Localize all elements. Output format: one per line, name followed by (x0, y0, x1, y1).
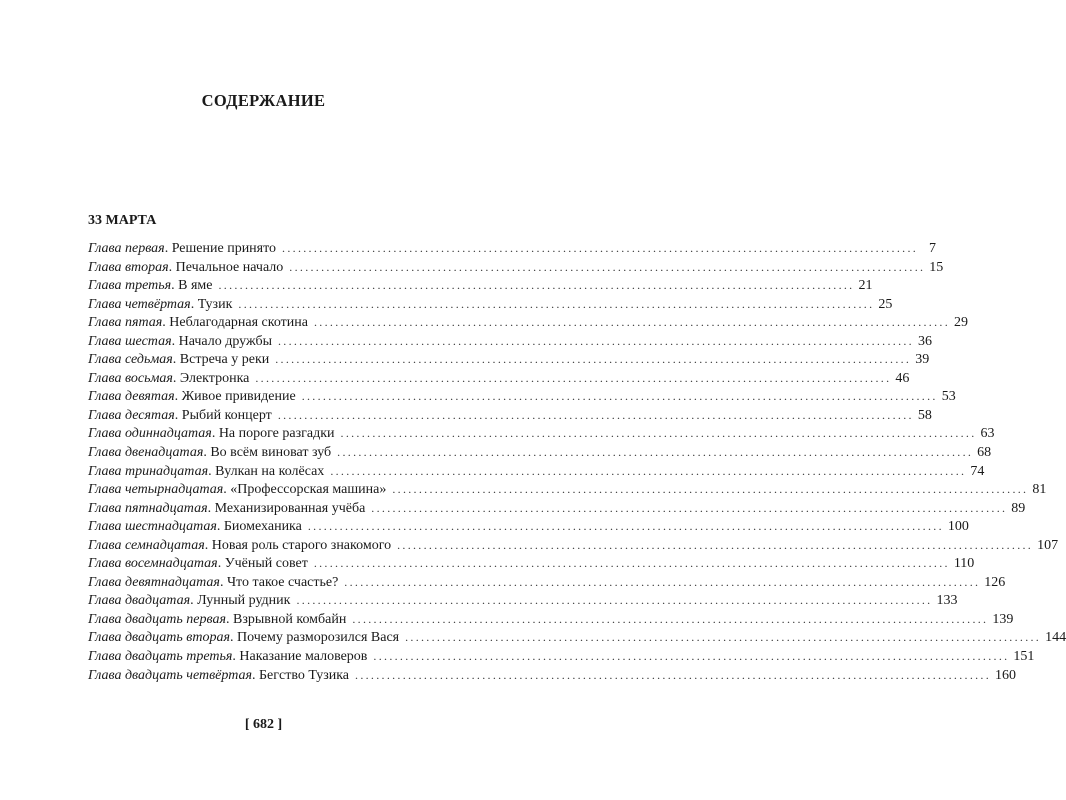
separator: . (162, 315, 170, 331)
chapter-title: Во всём виноват зуб (210, 445, 332, 461)
separator: . (207, 500, 215, 516)
toc-entry (88, 443, 992, 462)
chapter-page-number: 139 (992, 611, 1014, 627)
separator: . (229, 630, 237, 646)
chapter-title: Тузик (197, 296, 233, 312)
toc-entry (88, 295, 893, 314)
chapter-title: В яме (178, 278, 213, 294)
chapter-page-number: 68 (977, 445, 992, 461)
dot-leader: ........................................................................................................................ (275, 352, 912, 367)
chapter-label: Глава третья (88, 278, 172, 294)
toc-entry (88, 536, 1059, 555)
chapter-title: На пороге разгадки (218, 426, 335, 442)
chapter-label: Глава семнадцатая (88, 537, 205, 553)
chapter-title: Рыбий концерт (181, 407, 272, 423)
dot-leader: ........................................................................................................................ (238, 296, 875, 311)
chapter-label: Глава десятая (88, 407, 175, 423)
chapter-label: Глава двадцатая (88, 593, 191, 609)
separator: . (223, 482, 231, 498)
separator: . (174, 407, 182, 423)
chapter-title: Электронка (179, 370, 250, 386)
chapter-page-number: 151 (1013, 649, 1035, 665)
dot-leader: ........................................................................................................................ (313, 556, 950, 571)
chapter-label: Глава девятнадцатая (88, 574, 220, 590)
chapter-page-number: 81 (1032, 482, 1047, 498)
dot-leader: ........................................................................................................................ (337, 445, 974, 460)
chapter-title: «Профессорская машина» (230, 482, 387, 498)
toc-entry (88, 554, 975, 573)
separator: . (208, 463, 216, 479)
chapter-page-number: 133 (936, 593, 958, 609)
dot-leader: ........................................................................................................................ (355, 667, 992, 682)
chapter-title: Механизированная учёба (214, 500, 366, 516)
section-heading: 33 МАРТА (88, 213, 157, 228)
chapter-label: Глава девятая (88, 389, 175, 405)
chapter-page-number: 7 (929, 241, 937, 256)
separator: . (168, 259, 176, 275)
chapter-label: Глава четвёртая (88, 296, 191, 312)
separator: . (172, 370, 180, 386)
dot-leader: ........................................................................................................................ (277, 333, 914, 348)
chapter-page-number: 144 (1045, 630, 1066, 646)
chapter-title: Учёный совет (224, 556, 308, 572)
separator: . (204, 537, 212, 553)
chapter-page-number: 107 (1037, 537, 1059, 553)
chapter-page-number: 74 (970, 463, 985, 479)
toc-entry (88, 239, 937, 258)
toc-entry (88, 647, 1035, 666)
chapter-page-number: 100 (947, 519, 969, 535)
toc-entry (88, 499, 1026, 518)
chapter-title: Наказание маловеров (239, 649, 368, 665)
dot-leader: ........................................................................................................................ (340, 426, 977, 441)
chapter-label: Глава вторая (88, 259, 169, 275)
toc-entry (88, 369, 910, 388)
toc-entry (88, 276, 873, 295)
toc-entry (88, 610, 1014, 629)
separator: . (232, 649, 240, 665)
chapter-label: Глава первая (88, 241, 165, 256)
dot-leader: ........................................................................................................................ (296, 593, 933, 608)
chapter-label: Глава двадцать первая (88, 611, 226, 627)
chapter-title: Начало дружбы (178, 333, 272, 349)
chapter-label: Глава четырнадцатая (88, 482, 224, 498)
chapter-page-number: 25 (878, 296, 893, 312)
chapter-page-number: 46 (895, 370, 910, 386)
dot-leader: ........................................................................................................................ (371, 500, 1008, 515)
chapter-label: Глава шестая (88, 333, 172, 349)
chapter-label: Глава двадцать вторая (88, 630, 230, 646)
dot-leader: ........................................................................................................................ (352, 611, 989, 626)
table-of-contents (88, 239, 1066, 684)
separator: . (217, 556, 225, 572)
toc-entry (88, 406, 932, 425)
dot-leader: ........................................................................................................................ (289, 259, 926, 274)
chapter-title: Печальное начало (175, 259, 284, 275)
dot-leader: ........................................................................................................................ (344, 574, 981, 589)
separator: . (190, 296, 198, 312)
chapter-label: Глава двенадцатая (88, 445, 204, 461)
chapter-title: Встреча у реки (179, 352, 270, 368)
dot-leader: ........................................................................................................................ (218, 278, 855, 293)
toc-entry (88, 424, 995, 443)
separator: . (219, 574, 227, 590)
dot-leader: ........................................................................................................................ (405, 630, 1042, 645)
toc-entry (88, 573, 1006, 592)
chapter-label: Глава одиннадцатая (88, 426, 212, 442)
chapter-page-number: 160 (995, 667, 1017, 683)
separator: . (252, 667, 259, 683)
separator: . (211, 426, 219, 442)
chapter-page-number: 89 (1011, 500, 1026, 516)
separator: . (203, 445, 211, 461)
chapter-title: Решение принято (171, 241, 277, 256)
chapter-page-number: 36 (917, 333, 932, 349)
toc-entry (88, 591, 958, 610)
dot-leader: ........................................................................................................................ (397, 537, 1034, 552)
chapter-title: Что такое счастье? (226, 574, 339, 590)
separator: . (174, 389, 182, 405)
dot-leader: ........................................................................................................................ (314, 315, 950, 330)
dot-leader: ........................................................................................................................ (282, 241, 919, 255)
toc-entry (88, 332, 932, 351)
toc-entry (88, 666, 1017, 685)
chapter-title: Биомеханика (223, 519, 302, 535)
chapter-title: Новая роль старого знакомого (211, 537, 392, 553)
toc-entry (88, 387, 956, 406)
separator: . (171, 333, 179, 349)
chapter-title: Живое привидение (181, 389, 296, 405)
chapter-label: Глава пятнадцатая (88, 500, 208, 516)
chapter-label: Глава шестнадцатая (88, 519, 217, 535)
chapter-title: Взрывной комбайн (232, 611, 347, 627)
chapter-page-number: 39 (915, 352, 930, 368)
separator: . (171, 278, 179, 294)
chapter-page-number: 15 (929, 259, 944, 275)
chapter-title: Вулкан на колёсах (215, 463, 325, 479)
dot-leader: ........................................................................................................................ (373, 649, 1010, 664)
chapter-title: Бегство Тузика (259, 667, 350, 683)
chapter-page-number: 63 (980, 426, 995, 442)
chapter-label: Глава седьмая (88, 352, 173, 368)
chapter-page-number: 110 (953, 556, 975, 572)
toc-entry (88, 480, 1047, 499)
separator: . (216, 519, 224, 535)
chapter-page-number: 29 (954, 315, 968, 331)
toc-entry (88, 462, 985, 481)
dot-leader: ........................................................................................................................ (330, 463, 967, 478)
chapter-title: Почему разморозился Вася (236, 630, 400, 646)
dot-leader: ........................................................................................................................ (301, 389, 938, 404)
separator: . (225, 611, 233, 627)
separator: . (190, 593, 198, 609)
toc-entry (88, 350, 930, 369)
chapter-label: Глава двадцать четвёртая (88, 667, 252, 683)
chapter-label: Глава восемнадцатая (88, 556, 218, 572)
chapter-title: Неблагодарная скотина (169, 315, 308, 331)
chapter-title: Лунный рудник (197, 593, 291, 609)
toc-entry (88, 628, 1066, 647)
chapter-label: Глава восьмая (88, 370, 173, 386)
page-number: [ 682 ] (244, 717, 283, 732)
toc-entry (88, 517, 969, 536)
chapter-page-number: 53 (941, 389, 956, 405)
dot-leader: ........................................................................................................................ (277, 407, 914, 422)
page-title: СОДЕРЖАНИЕ (201, 91, 326, 110)
chapter-label: Глава двадцать третья (88, 649, 233, 665)
toc-entry (88, 258, 944, 277)
chapter-page-number: 58 (917, 407, 932, 423)
dot-leader: ........................................................................................................................ (392, 482, 1029, 497)
chapter-page-number: 126 (984, 574, 1006, 590)
dot-leader: ........................................................................................................................ (307, 519, 944, 534)
separator: . (164, 241, 172, 256)
chapter-page-number: 21 (858, 278, 873, 294)
toc-entry (88, 313, 968, 332)
dot-leader: ........................................................................................................................ (255, 370, 892, 385)
chapter-label: Глава тринадцатая (88, 463, 209, 479)
chapter-label: Глава пятая (88, 315, 163, 331)
separator: . (172, 352, 180, 368)
